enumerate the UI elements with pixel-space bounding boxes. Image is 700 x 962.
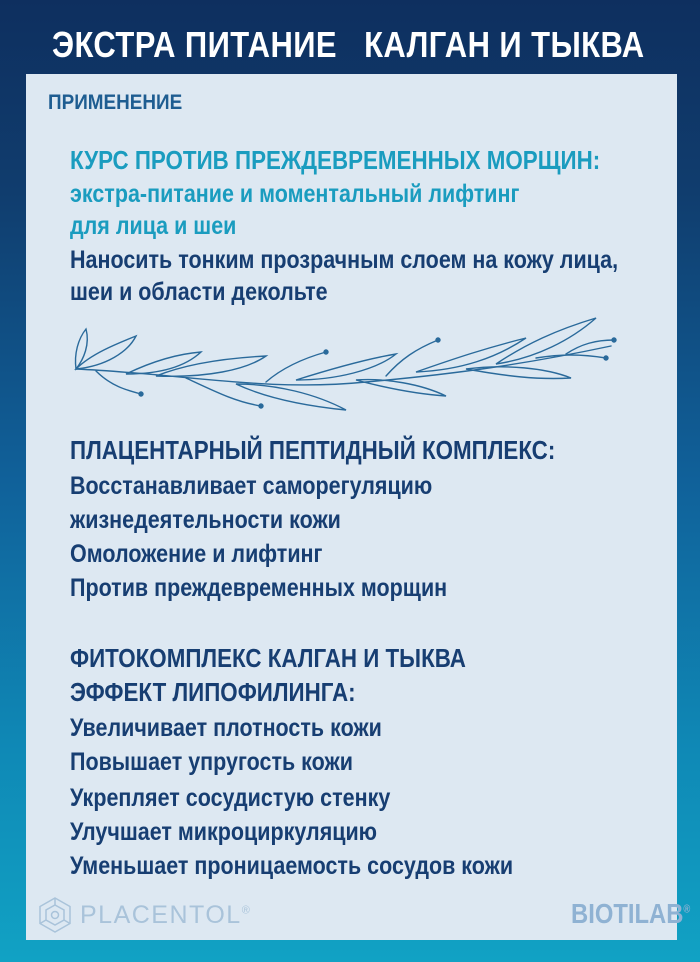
instruction-line-2: шеи и области декольте	[70, 278, 328, 306]
instruction-line-1: Наносить тонким прозрачным слоем на кожу лица,	[70, 246, 619, 274]
placental-line-3: Омоложение и лифтинг	[70, 540, 323, 568]
biotilab-registered-mark: ®	[683, 903, 690, 916]
phyto-line-2: Повышает упругость кожи	[70, 748, 353, 776]
course-subtitle-line-2: для лица и шеи	[70, 212, 237, 240]
phyto-line-1: Увеличивает плотность кожи	[70, 714, 382, 742]
course-title: КУРС ПРОТИВ ПРЕЖДЕВРЕМЕННЫХ МОРЩИН:	[70, 145, 601, 175]
page-title: ЭКСТРА ПИТАНИЕ КАЛГАН И ТЫКВА	[52, 24, 645, 65]
phyto-line-5: Уменьшает проницаемость сосудов кожи	[70, 852, 514, 880]
phyto-line-4: Улучшает микроциркуляцию	[70, 818, 378, 846]
placental-line-4: Против преждевременных морщин	[70, 574, 448, 602]
placentol-wordmark: PLACENTOL	[80, 900, 242, 929]
course-subtitle-line-1: экстра-питание и моментальный лифтинг	[70, 180, 520, 208]
usage-card	[26, 74, 677, 940]
biotilab-logo	[571, 898, 690, 930]
placentol-logo	[36, 896, 251, 934]
placental-line-2: жизнедеятельности кожи	[70, 506, 341, 534]
biotilab-wordmark: BIOTILAB	[570, 898, 684, 929]
phyto-line-3: Укрепляет сосудистую стенку	[70, 784, 391, 812]
leaf-sprig-icon	[66, 314, 626, 414]
section-label: ПРИМЕНЕНИЕ	[48, 91, 183, 114]
placental-line-1: Восстанавливает саморегуляцию	[70, 472, 433, 500]
phyto-title-line-1: ФИТОКОМПЛЕКС КАЛГАН И ТЫКВА	[70, 643, 466, 673]
placentol-registered-mark: ®	[241, 904, 252, 917]
placental-title: ПЛАЦЕНТАРНЫЙ ПЕПТИДНЫЙ КОМПЛЕКС:	[70, 435, 556, 465]
phyto-title-line-2: ЭФФЕКТ ЛИПОФИЛИНГА:	[70, 677, 356, 707]
placentol-molecule-icon	[36, 896, 74, 934]
